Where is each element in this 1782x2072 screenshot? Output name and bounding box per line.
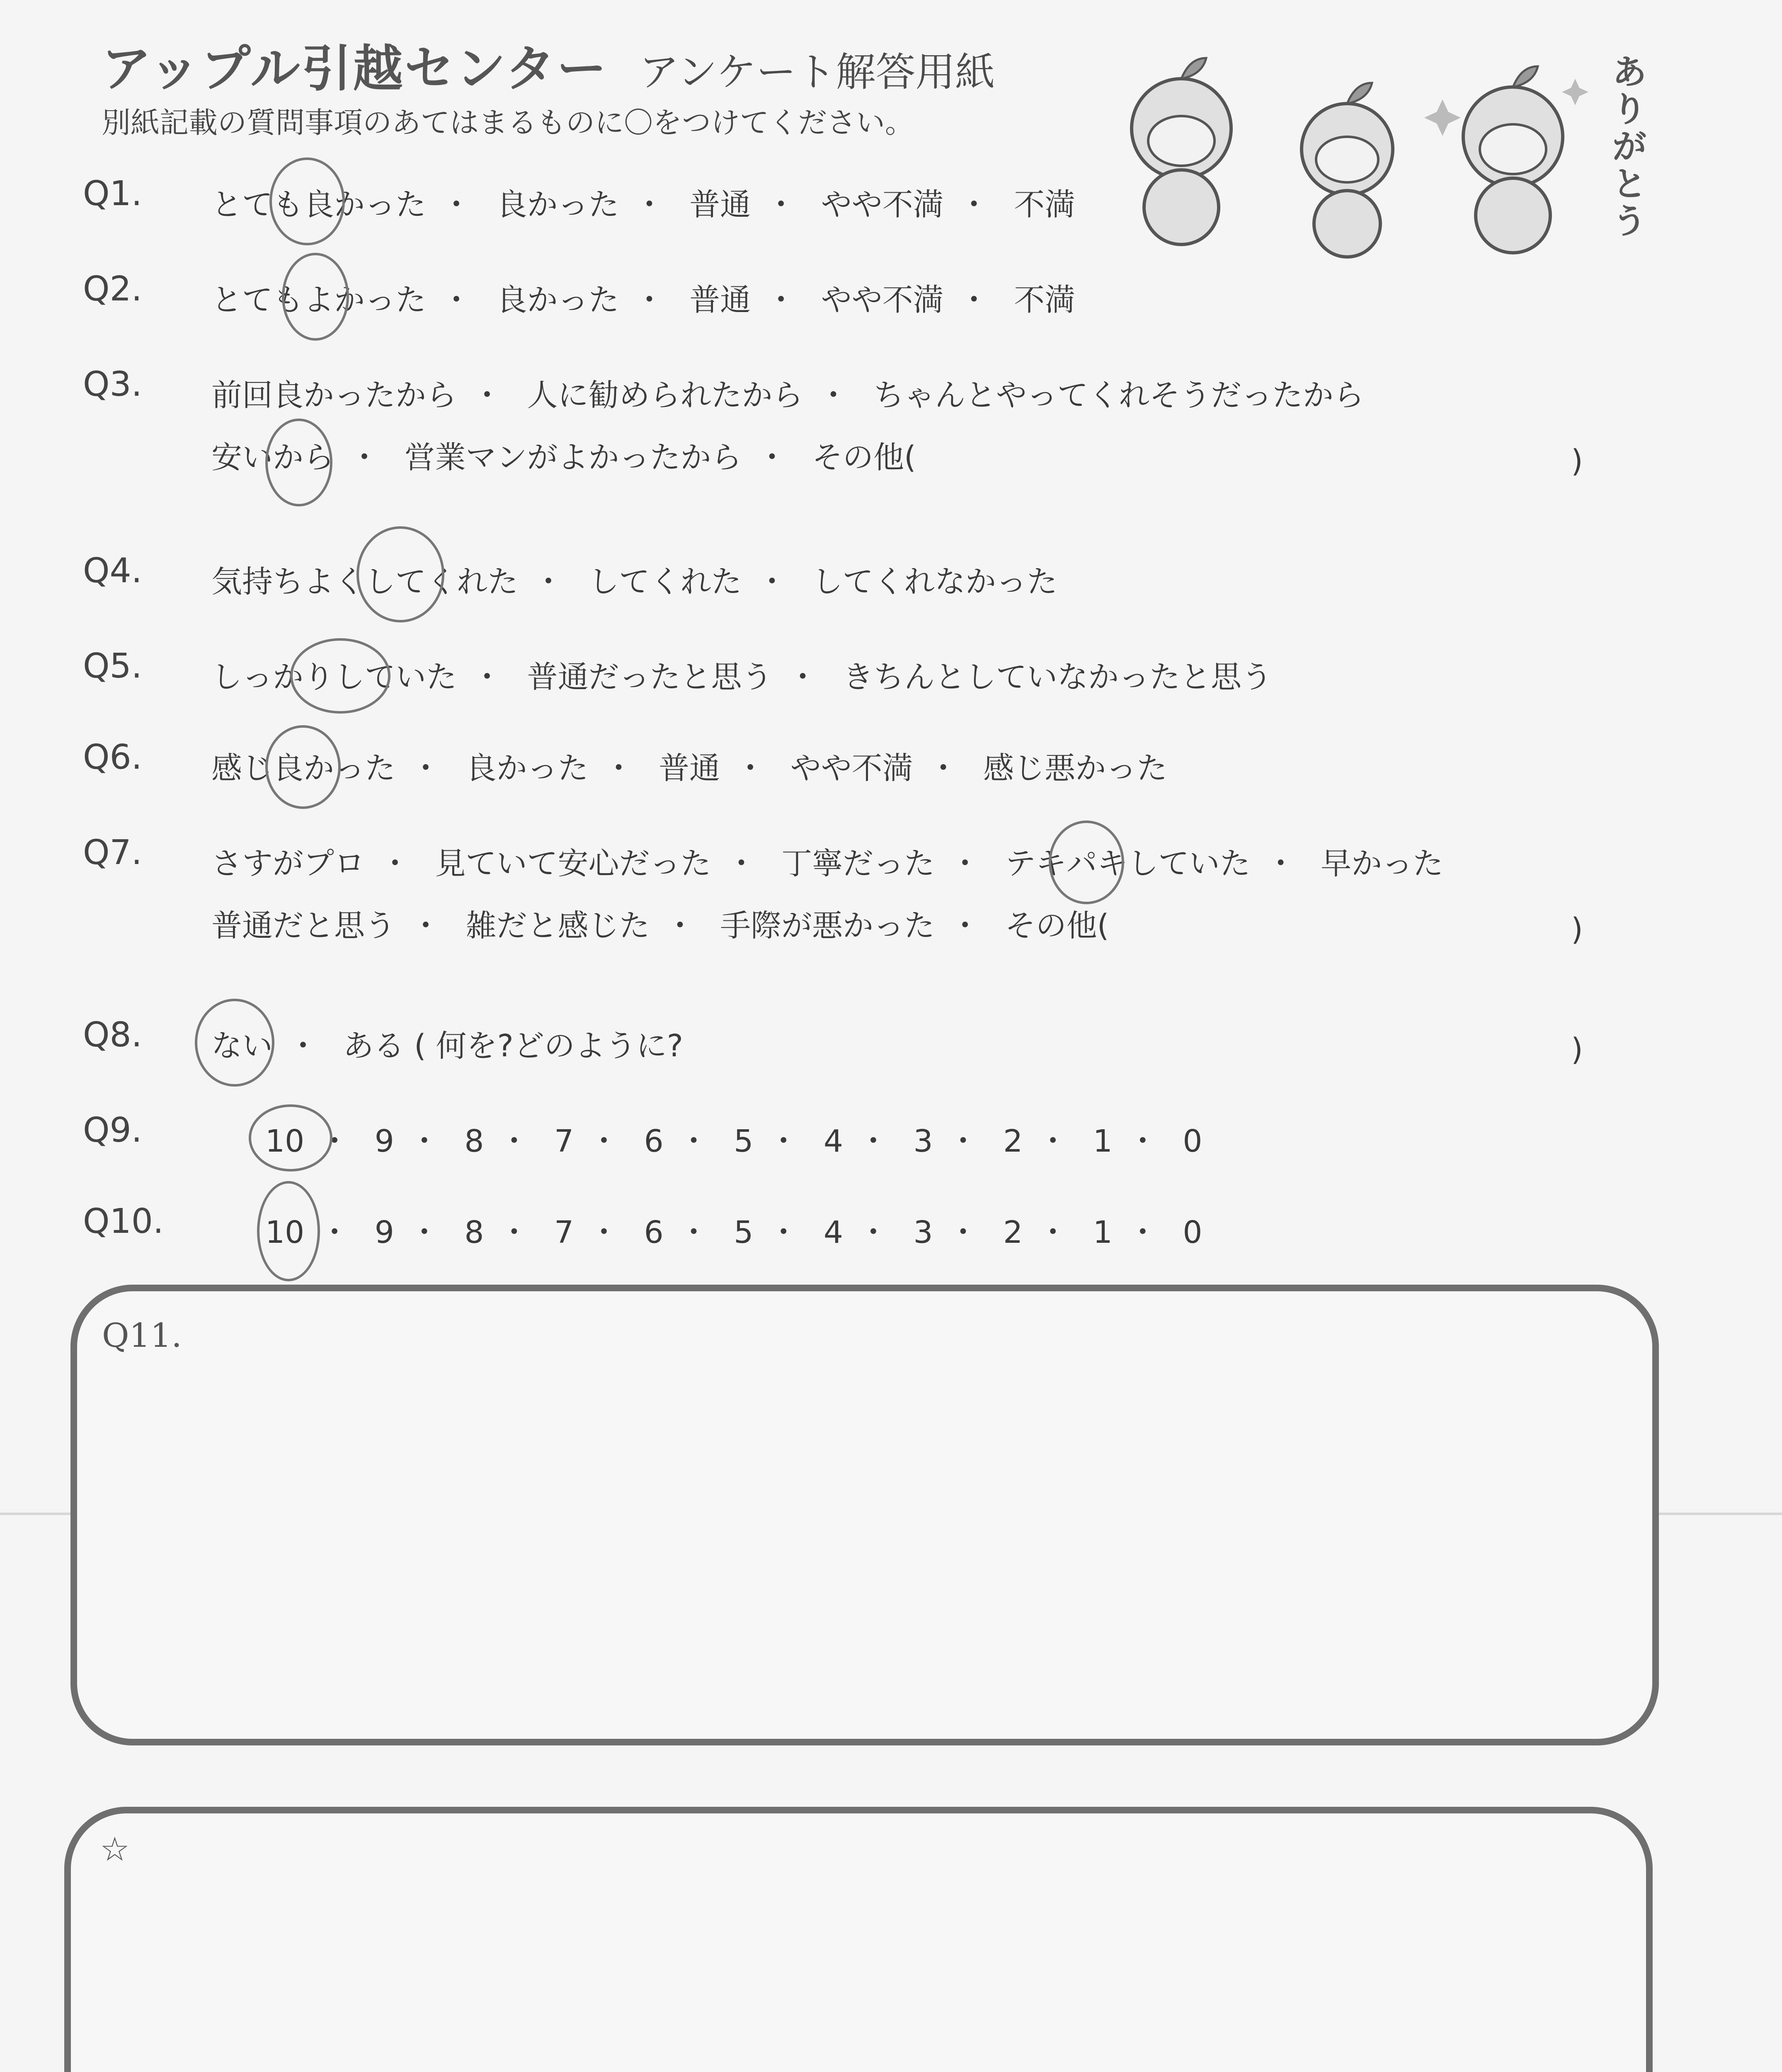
question-label: Q5.	[83, 646, 142, 686]
rating-option[interactable]: 1	[1093, 1123, 1113, 1159]
answer-circle-mark	[282, 253, 349, 341]
options-line: ない ・ ある ( 何を?どのように?	[211, 1028, 683, 1064]
question-label: Q1.	[83, 174, 142, 213]
question-label: Q3.	[83, 365, 142, 404]
option[interactable]: やや不満	[821, 282, 944, 318]
option[interactable]: 雑だと感じた	[466, 908, 650, 944]
answer-circle-mark	[269, 157, 345, 245]
option[interactable]: 前回良かったから	[211, 378, 457, 413]
header	[102, 29, 995, 100]
option[interactable]: 安いから	[211, 440, 334, 475]
rating-option[interactable]: 7	[554, 1215, 574, 1250]
option[interactable]: テキパキしていた	[1005, 846, 1251, 881]
rating-scale: 10 ・ 9 ・ 8 ・ 7 ・ 6 ・ 5 ・ 4 ・ 3 ・ 2 ・ 1 ・ 0	[265, 1123, 1203, 1159]
options-line: 前回良かったから ・ 人に勧められたから ・ ちゃんとやってくれそうだったから	[211, 378, 1365, 413]
brand-name: アップル引越センター	[102, 40, 608, 98]
option[interactable]: その他(	[812, 440, 916, 475]
option[interactable]: ちゃんとやってくれそうだったから	[873, 378, 1365, 413]
rating-option[interactable]: 1	[1093, 1215, 1113, 1250]
options-line: とてもよかった ・ 良かった ・ 普通 ・ やや不満 ・ 不満	[211, 282, 1076, 318]
option[interactable]: その他(	[1005, 908, 1109, 944]
rating-option[interactable]: 9	[374, 1215, 394, 1250]
monkey-mascots-illustration	[1103, 46, 1641, 261]
rating-option[interactable]: 3	[913, 1123, 933, 1159]
option[interactable]: 感じ良かった	[211, 750, 395, 786]
option[interactable]: してくれなかった	[812, 564, 1058, 600]
option[interactable]: してくれた	[588, 564, 742, 600]
option[interactable]: 普通だと思う	[211, 908, 395, 944]
question-label: Q10.	[83, 1202, 164, 1241]
document-title: アンケート解答用紙	[639, 49, 995, 95]
rating-option[interactable]: 5	[734, 1215, 754, 1250]
options-line: 普通だと思う ・ 雑だと感じた ・ 手際が悪かった ・ その他(	[211, 908, 1109, 944]
answer-circle-mark	[257, 1181, 320, 1281]
question-label: Q9.	[83, 1111, 142, 1150]
rating-scale: 10 ・ 9 ・ 8 ・ 7 ・ 6 ・ 5 ・ 4 ・ 3 ・ 2 ・ 1 ・ 0	[265, 1215, 1203, 1250]
option[interactable]: 人に勧められたから	[527, 378, 803, 413]
answer-circle-mark	[290, 638, 390, 714]
q11-comment-box[interactable]	[70, 1285, 1659, 1745]
options-line: 感じ良かった ・ 良かった ・ 普通 ・ やや不満 ・ 感じ悪かった	[211, 750, 1168, 786]
rating-option[interactable]: 8	[464, 1215, 484, 1250]
answer-circle-mark	[265, 419, 332, 506]
rating-option[interactable]: 0	[1183, 1215, 1203, 1250]
options-line: とても良かった ・ 良かった ・ 普通 ・ やや不満 ・ 不満	[211, 187, 1076, 223]
rating-option[interactable]: 4	[823, 1123, 843, 1159]
rating-option[interactable]: 7	[554, 1123, 574, 1159]
option[interactable]: 普通	[689, 282, 751, 318]
rating-option[interactable]: 6	[644, 1215, 664, 1250]
options-line: 気持ちよくしてくれた ・ してくれた ・ してくれなかった	[211, 564, 1058, 600]
question-label: Q6.	[83, 738, 142, 777]
option[interactable]: とても良かった	[211, 187, 426, 223]
option[interactable]: 丁寧だった	[781, 846, 935, 881]
instructions: 別紙記載の質問事項のあてはまるものに〇をつけてください。	[102, 106, 914, 140]
rating-option[interactable]: 8	[464, 1123, 484, 1159]
rating-option[interactable]: 0	[1183, 1123, 1203, 1159]
star-comment-box[interactable]	[64, 1807, 1653, 2072]
star-icon: ☆	[100, 1830, 130, 1869]
option[interactable]: 手際が悪かった	[720, 908, 935, 944]
rating-option[interactable]: 2	[1003, 1123, 1023, 1159]
question-label: Q2.	[83, 269, 142, 309]
rating-option[interactable]: 10	[265, 1215, 305, 1250]
question-label: Q4.	[83, 551, 142, 591]
answer-circle-mark	[249, 1104, 332, 1172]
option[interactable]: とてもよかった	[211, 282, 426, 318]
options-line: しっかりしていた ・ 普通だったと思う ・ きちんとしていなかったと思う	[211, 659, 1273, 695]
answer-circle-mark	[265, 725, 341, 809]
option[interactable]: しっかりしていた	[211, 659, 457, 695]
option[interactable]: 営業マンがよかったから	[404, 440, 742, 475]
rating-option[interactable]: 10	[265, 1123, 305, 1159]
option[interactable]: ある ( 何を?どのように?	[343, 1028, 683, 1064]
option[interactable]: さすがプロ	[211, 846, 365, 881]
option[interactable]: 良かった	[496, 187, 619, 223]
option[interactable]: 感じ悪かった	[983, 750, 1168, 786]
rating-option[interactable]: 3	[913, 1215, 933, 1250]
option[interactable]: きちんとしていなかったと思う	[843, 659, 1273, 695]
rating-option[interactable]: 2	[1003, 1215, 1023, 1250]
option[interactable]: やや不満	[790, 750, 913, 786]
answer-circle-mark	[356, 526, 444, 622]
option[interactable]: 見ていて安心だった	[435, 846, 711, 881]
answer-circle-mark	[195, 999, 274, 1087]
answer-circle-mark	[1049, 821, 1124, 904]
option[interactable]: 良かった	[496, 282, 619, 318]
option[interactable]: 普通	[689, 187, 751, 223]
paren-close: )	[1571, 1032, 1583, 1067]
option[interactable]: 普通だったと思う	[527, 659, 773, 695]
option[interactable]: 普通	[659, 750, 720, 786]
option[interactable]: 不満	[1014, 282, 1076, 318]
option[interactable]: 早かった	[1321, 846, 1444, 881]
rating-option[interactable]: 4	[823, 1215, 843, 1250]
question-label: Q8.	[83, 1015, 142, 1055]
rating-option[interactable]: 5	[734, 1123, 754, 1159]
paren-close: )	[1571, 912, 1583, 947]
paren-close: )	[1571, 443, 1583, 479]
rating-option[interactable]: 6	[644, 1123, 664, 1159]
option[interactable]: やや不満	[821, 187, 944, 223]
rating-option[interactable]: 9	[374, 1123, 394, 1159]
options-line: さすがプロ ・ 見ていて安心だった ・ 丁寧だった ・ テキパキしていた ・ 早かった	[211, 846, 1444, 881]
option[interactable]: 良かった	[466, 750, 589, 786]
options-line: 安いから ・ 営業マンがよかったから ・ その他(	[211, 440, 916, 475]
question-label: Q7.	[83, 833, 142, 872]
option[interactable]: 気持ちよくしてくれた	[211, 564, 518, 600]
q11-label: Q11.	[102, 1316, 182, 1355]
option[interactable]: ない	[211, 1028, 273, 1064]
thanks-text: ありがとう	[1612, 53, 1647, 241]
option[interactable]: 不満	[1014, 187, 1076, 223]
